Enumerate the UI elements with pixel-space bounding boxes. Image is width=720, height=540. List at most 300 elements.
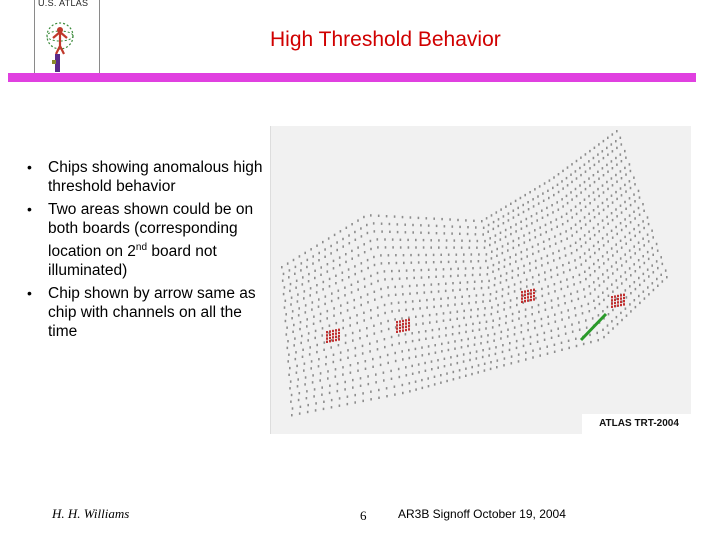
hit-dot (647, 216, 649, 218)
hit-dot (415, 323, 417, 325)
hit-dot (589, 220, 591, 222)
hit-dot (402, 384, 404, 386)
hit-dot (496, 248, 498, 250)
hit-dot (579, 220, 581, 222)
hit-dot (630, 170, 632, 172)
hit-dot (477, 315, 479, 317)
hit-dot (294, 337, 296, 339)
hit-dot (497, 359, 499, 361)
hit-dot (602, 184, 604, 186)
hit-dot (290, 303, 292, 305)
hot-hit-dot (408, 328, 410, 330)
hit-dot (290, 283, 292, 285)
hit-dot (370, 398, 372, 400)
hit-dot (440, 382, 442, 384)
hit-dot (377, 306, 379, 308)
hit-dot (291, 414, 293, 416)
hit-dot (418, 217, 420, 219)
hit-dot (370, 317, 372, 319)
hit-dot (651, 247, 653, 249)
hit-dot (472, 330, 474, 332)
hit-dot (475, 226, 477, 228)
hit-dot (440, 298, 442, 300)
hit-dot (594, 198, 596, 200)
hit-dot (603, 191, 605, 193)
hot-hit-dot (338, 335, 340, 337)
hit-dot (561, 311, 563, 313)
hit-dot (547, 353, 549, 355)
hit-dot (380, 364, 382, 366)
hit-dot (336, 241, 338, 243)
hit-dot (319, 379, 321, 381)
hit-dot (468, 302, 470, 304)
hit-dot (635, 288, 637, 290)
hit-dot (497, 311, 499, 313)
hit-dot (594, 252, 596, 254)
hit-dot (416, 292, 418, 294)
hit-dot (412, 340, 414, 342)
hit-dot (557, 184, 559, 186)
hit-dot (503, 222, 505, 224)
hit-dot (384, 312, 386, 314)
hit-dot (507, 249, 509, 251)
hit-dot (433, 306, 435, 308)
hit-dot (544, 182, 546, 184)
hit-dot (588, 213, 590, 215)
hit-dot (555, 243, 557, 245)
hit-dot (304, 363, 306, 365)
hit-dot (461, 303, 463, 305)
hit-dot (422, 315, 424, 317)
hit-dot (365, 368, 367, 370)
hit-dot (336, 322, 338, 324)
hit-dot (428, 224, 430, 226)
hit-dot (584, 199, 586, 201)
hit-dot (638, 242, 640, 244)
hit-dot (542, 192, 544, 194)
hit-dot (357, 281, 359, 283)
hit-dot (624, 236, 626, 238)
hit-dot (418, 254, 420, 256)
hit-dot (488, 354, 490, 356)
hit-dot (362, 352, 364, 354)
hit-dot (525, 352, 527, 354)
hit-dot (499, 324, 501, 326)
hot-hit-dot (329, 330, 331, 332)
hit-dot (523, 338, 525, 340)
bullet-dot-icon: • (27, 201, 32, 217)
hit-dot (387, 286, 389, 288)
hit-dot (510, 306, 512, 308)
hit-dot (561, 288, 563, 290)
hit-dot (629, 303, 631, 305)
hit-dot (532, 276, 534, 278)
hit-dot (526, 248, 528, 250)
hit-dot (518, 353, 520, 355)
hit-dot (584, 252, 586, 254)
hit-dot (342, 272, 344, 274)
hit-dot (495, 234, 497, 236)
hit-dot (392, 278, 394, 280)
hit-dot (452, 282, 454, 284)
hit-dot (290, 401, 292, 403)
hit-dot (612, 133, 614, 135)
hit-dot (625, 289, 627, 291)
hit-dot (293, 259, 295, 261)
hit-dot (499, 317, 501, 319)
hot-hit-dot (335, 332, 337, 334)
hit-dot (575, 170, 577, 172)
hit-dot (611, 265, 613, 267)
hit-dot (529, 191, 531, 193)
hit-dot (394, 215, 396, 217)
hit-dot (473, 220, 475, 222)
hit-dot (367, 267, 369, 269)
hit-dot (378, 397, 380, 399)
hit-dot (626, 315, 628, 317)
hit-dot (339, 256, 341, 258)
hit-dot (364, 251, 366, 253)
hit-dot (561, 318, 563, 320)
hit-dot (320, 274, 322, 276)
hit-dot (554, 344, 556, 346)
hit-dot (518, 311, 520, 313)
hit-dot (477, 308, 479, 310)
hit-dot (448, 349, 450, 351)
hit-dot (463, 310, 465, 312)
hit-dot (445, 327, 447, 329)
hit-dot (395, 254, 397, 256)
hit-dot (428, 385, 430, 387)
hit-dot (657, 285, 659, 287)
hit-dot (318, 259, 320, 261)
hit-dot (426, 306, 428, 308)
hit-dot (336, 249, 338, 251)
hit-dot (370, 248, 372, 250)
hit-dot (570, 245, 572, 247)
hit-dot (588, 160, 590, 162)
hit-dot (389, 223, 391, 225)
hit-dot (603, 174, 605, 176)
hit-dot (564, 326, 566, 328)
hit-dot (422, 322, 424, 324)
hit-dot (557, 328, 559, 330)
hit-dot (558, 250, 560, 252)
hit-dot (568, 340, 570, 342)
hit-dot (445, 283, 447, 285)
hit-dot (576, 160, 578, 162)
figure-label: ATLAS TRT-2004 (582, 414, 696, 434)
hit-dot (335, 368, 337, 370)
hit-dot (362, 345, 364, 347)
hit-dot (450, 363, 452, 365)
hit-dot (638, 224, 640, 226)
hit-dot (421, 276, 423, 278)
hot-hit-dot (405, 322, 407, 324)
hit-dot (487, 267, 489, 269)
hit-dot (521, 251, 523, 253)
hit-dot (450, 356, 452, 358)
hit-dot (481, 220, 483, 222)
hit-dot (607, 137, 609, 139)
hit-dot (611, 177, 613, 179)
hit-dot (634, 200, 636, 202)
hit-dot (281, 266, 283, 268)
hit-dot (541, 257, 543, 259)
hit-dot (310, 248, 312, 250)
hit-dot (411, 332, 413, 334)
hit-dot (512, 320, 514, 322)
hit-dot (579, 238, 581, 240)
hit-dot (333, 315, 335, 317)
hit-dot (616, 164, 618, 166)
hit-dot (395, 360, 397, 362)
hit-dot (638, 277, 640, 279)
hot-hit-dot (399, 320, 401, 322)
hit-dot (383, 379, 385, 381)
hot-hit-dot (396, 327, 398, 329)
logo-text: U.S. ATLAS (38, 0, 89, 8)
hit-dot (344, 287, 346, 289)
hit-dot (581, 263, 583, 265)
hit-dot (316, 291, 318, 293)
hit-dot (557, 274, 559, 276)
hit-dot (440, 374, 442, 376)
hit-dot (457, 219, 459, 221)
hit-dot (514, 333, 516, 335)
hit-dot (380, 322, 382, 324)
hit-dot (344, 388, 346, 390)
hit-dot (360, 304, 362, 306)
hit-dot (554, 283, 556, 285)
hot-hit-dot (402, 323, 404, 325)
hit-dot (544, 248, 546, 250)
hit-dot (651, 230, 653, 232)
hit-dot (306, 397, 308, 399)
hit-dot (419, 300, 421, 302)
hit-dot (612, 309, 614, 311)
hit-dot (616, 233, 618, 235)
hit-dot (485, 327, 487, 329)
hit-dot (588, 249, 590, 251)
hit-dot (575, 314, 577, 316)
hit-dot (509, 342, 511, 344)
hit-dot (450, 319, 452, 321)
hit-dot (338, 297, 340, 299)
hit-dot (446, 380, 448, 382)
hit-dot (398, 270, 400, 272)
hot-hit-dot (326, 334, 328, 336)
hit-dot (565, 254, 567, 256)
hit-dot (288, 276, 290, 278)
hit-dot (465, 274, 467, 276)
hit-dot (666, 276, 668, 278)
hit-dot (603, 157, 605, 159)
hit-dot (484, 307, 486, 309)
hit-dot (299, 392, 301, 394)
hit-dot (593, 300, 595, 302)
hit-dot (322, 288, 324, 290)
hit-dot (457, 311, 459, 313)
hit-dot (282, 280, 284, 282)
hit-dot (588, 177, 590, 179)
hit-dot (602, 255, 604, 257)
hit-dot (443, 275, 445, 277)
hit-dot (565, 230, 567, 232)
hot-hit-dot (521, 301, 523, 303)
hit-dot (302, 283, 304, 285)
hit-dot (556, 218, 558, 220)
hit-dot (446, 372, 448, 374)
hit-dot (467, 345, 469, 347)
hit-dot (558, 191, 560, 193)
hit-dot (318, 298, 320, 300)
hot-hit-dot (326, 331, 328, 333)
hit-dot (599, 303, 601, 305)
hit-dot (518, 237, 520, 239)
hit-dot (541, 325, 543, 327)
hit-dot (576, 177, 578, 179)
hit-dot (289, 367, 291, 369)
hit-dot (292, 331, 294, 333)
hit-dot (412, 231, 414, 233)
hit-dot (292, 310, 294, 312)
hit-dot (491, 214, 493, 216)
hit-dot (571, 216, 573, 218)
hit-dot (413, 269, 415, 271)
hit-dot (388, 262, 390, 264)
hit-dot (545, 231, 547, 233)
hit-dot (295, 351, 297, 353)
hit-dot (570, 293, 572, 295)
hit-dot (312, 255, 314, 257)
hit-dot (296, 280, 298, 282)
hit-dot (377, 280, 379, 282)
hit-dot (611, 247, 613, 249)
hit-dot (443, 268, 445, 270)
hit-dot (498, 225, 500, 227)
hit-dot (608, 258, 610, 260)
hit-dot (374, 264, 376, 266)
hot-hit-dot (614, 299, 616, 301)
hit-dot (486, 253, 488, 255)
hit-dot (625, 308, 627, 310)
hit-dot (598, 277, 600, 279)
hit-dot (285, 320, 287, 322)
hit-dot (391, 302, 393, 304)
hit-dot (452, 326, 454, 328)
hit-dot (434, 383, 436, 385)
hit-dot (548, 197, 550, 199)
hit-dot (516, 340, 518, 342)
hit-dot (338, 290, 340, 292)
hit-dot (467, 338, 469, 340)
hit-dot (469, 359, 471, 361)
hit-dot (454, 239, 456, 241)
hit-dot (515, 200, 517, 202)
hit-dot (321, 334, 323, 336)
hit-dot (405, 341, 407, 343)
hit-dot (545, 224, 547, 226)
hit-dot (616, 130, 618, 132)
hit-dot (516, 297, 518, 299)
hit-dot (436, 225, 438, 227)
hit-dot (635, 270, 637, 272)
hit-dot (520, 221, 522, 223)
hit-dot (307, 411, 309, 413)
hit-dot (486, 217, 488, 219)
hit-dot (607, 324, 609, 326)
hit-dot (331, 300, 333, 302)
hit-dot (484, 314, 486, 316)
hit-dot (369, 343, 371, 345)
hit-dot (288, 374, 290, 376)
hit-dot (512, 270, 514, 272)
detector-hit-map (271, 126, 691, 434)
hit-dot (459, 282, 461, 284)
hit-dot (488, 280, 490, 282)
hit-dot (617, 268, 619, 270)
hit-dot (370, 214, 372, 216)
hit-dot (344, 381, 346, 383)
hot-hit-dot (623, 294, 625, 296)
hit-dot (342, 327, 344, 329)
hit-dot (423, 284, 425, 286)
hit-dot (525, 358, 527, 360)
hit-dot (579, 256, 581, 258)
hit-dot (549, 245, 551, 247)
hit-dot (474, 288, 476, 290)
hit-dot (373, 222, 375, 224)
hit-dot (625, 225, 627, 227)
hit-dot (539, 354, 541, 356)
hit-dot (621, 160, 623, 162)
hit-dot (308, 273, 310, 275)
hit-dot (410, 216, 412, 218)
hit-dot (567, 309, 569, 311)
hit-dot (438, 290, 440, 292)
hit-dot (394, 286, 396, 288)
hit-dot (662, 280, 664, 282)
hit-dot (358, 254, 360, 256)
hit-dot (502, 245, 504, 247)
hit-dot (300, 342, 302, 344)
hit-dot (490, 293, 492, 295)
hit-dot (386, 215, 388, 217)
hit-dot (409, 382, 411, 384)
hit-dot (534, 229, 536, 231)
hit-dot (611, 195, 613, 197)
hit-dot (418, 363, 420, 365)
hit-dot (566, 213, 568, 215)
hit-dot (463, 253, 465, 255)
hit-dot (581, 245, 583, 247)
hot-hit-dot (335, 329, 337, 331)
hit-dot (419, 307, 421, 309)
hit-dot (459, 289, 461, 291)
hit-dot (621, 319, 623, 321)
hit-dot (284, 286, 286, 288)
hit-dot (383, 372, 385, 374)
hit-dot (289, 387, 291, 389)
hot-hit-dot (405, 329, 407, 331)
hot-hit-dot (326, 341, 328, 343)
hit-dot (388, 294, 390, 296)
hit-dot (316, 344, 318, 346)
hit-dot (634, 235, 636, 237)
hit-dot (566, 278, 568, 280)
hit-dot (384, 338, 386, 340)
